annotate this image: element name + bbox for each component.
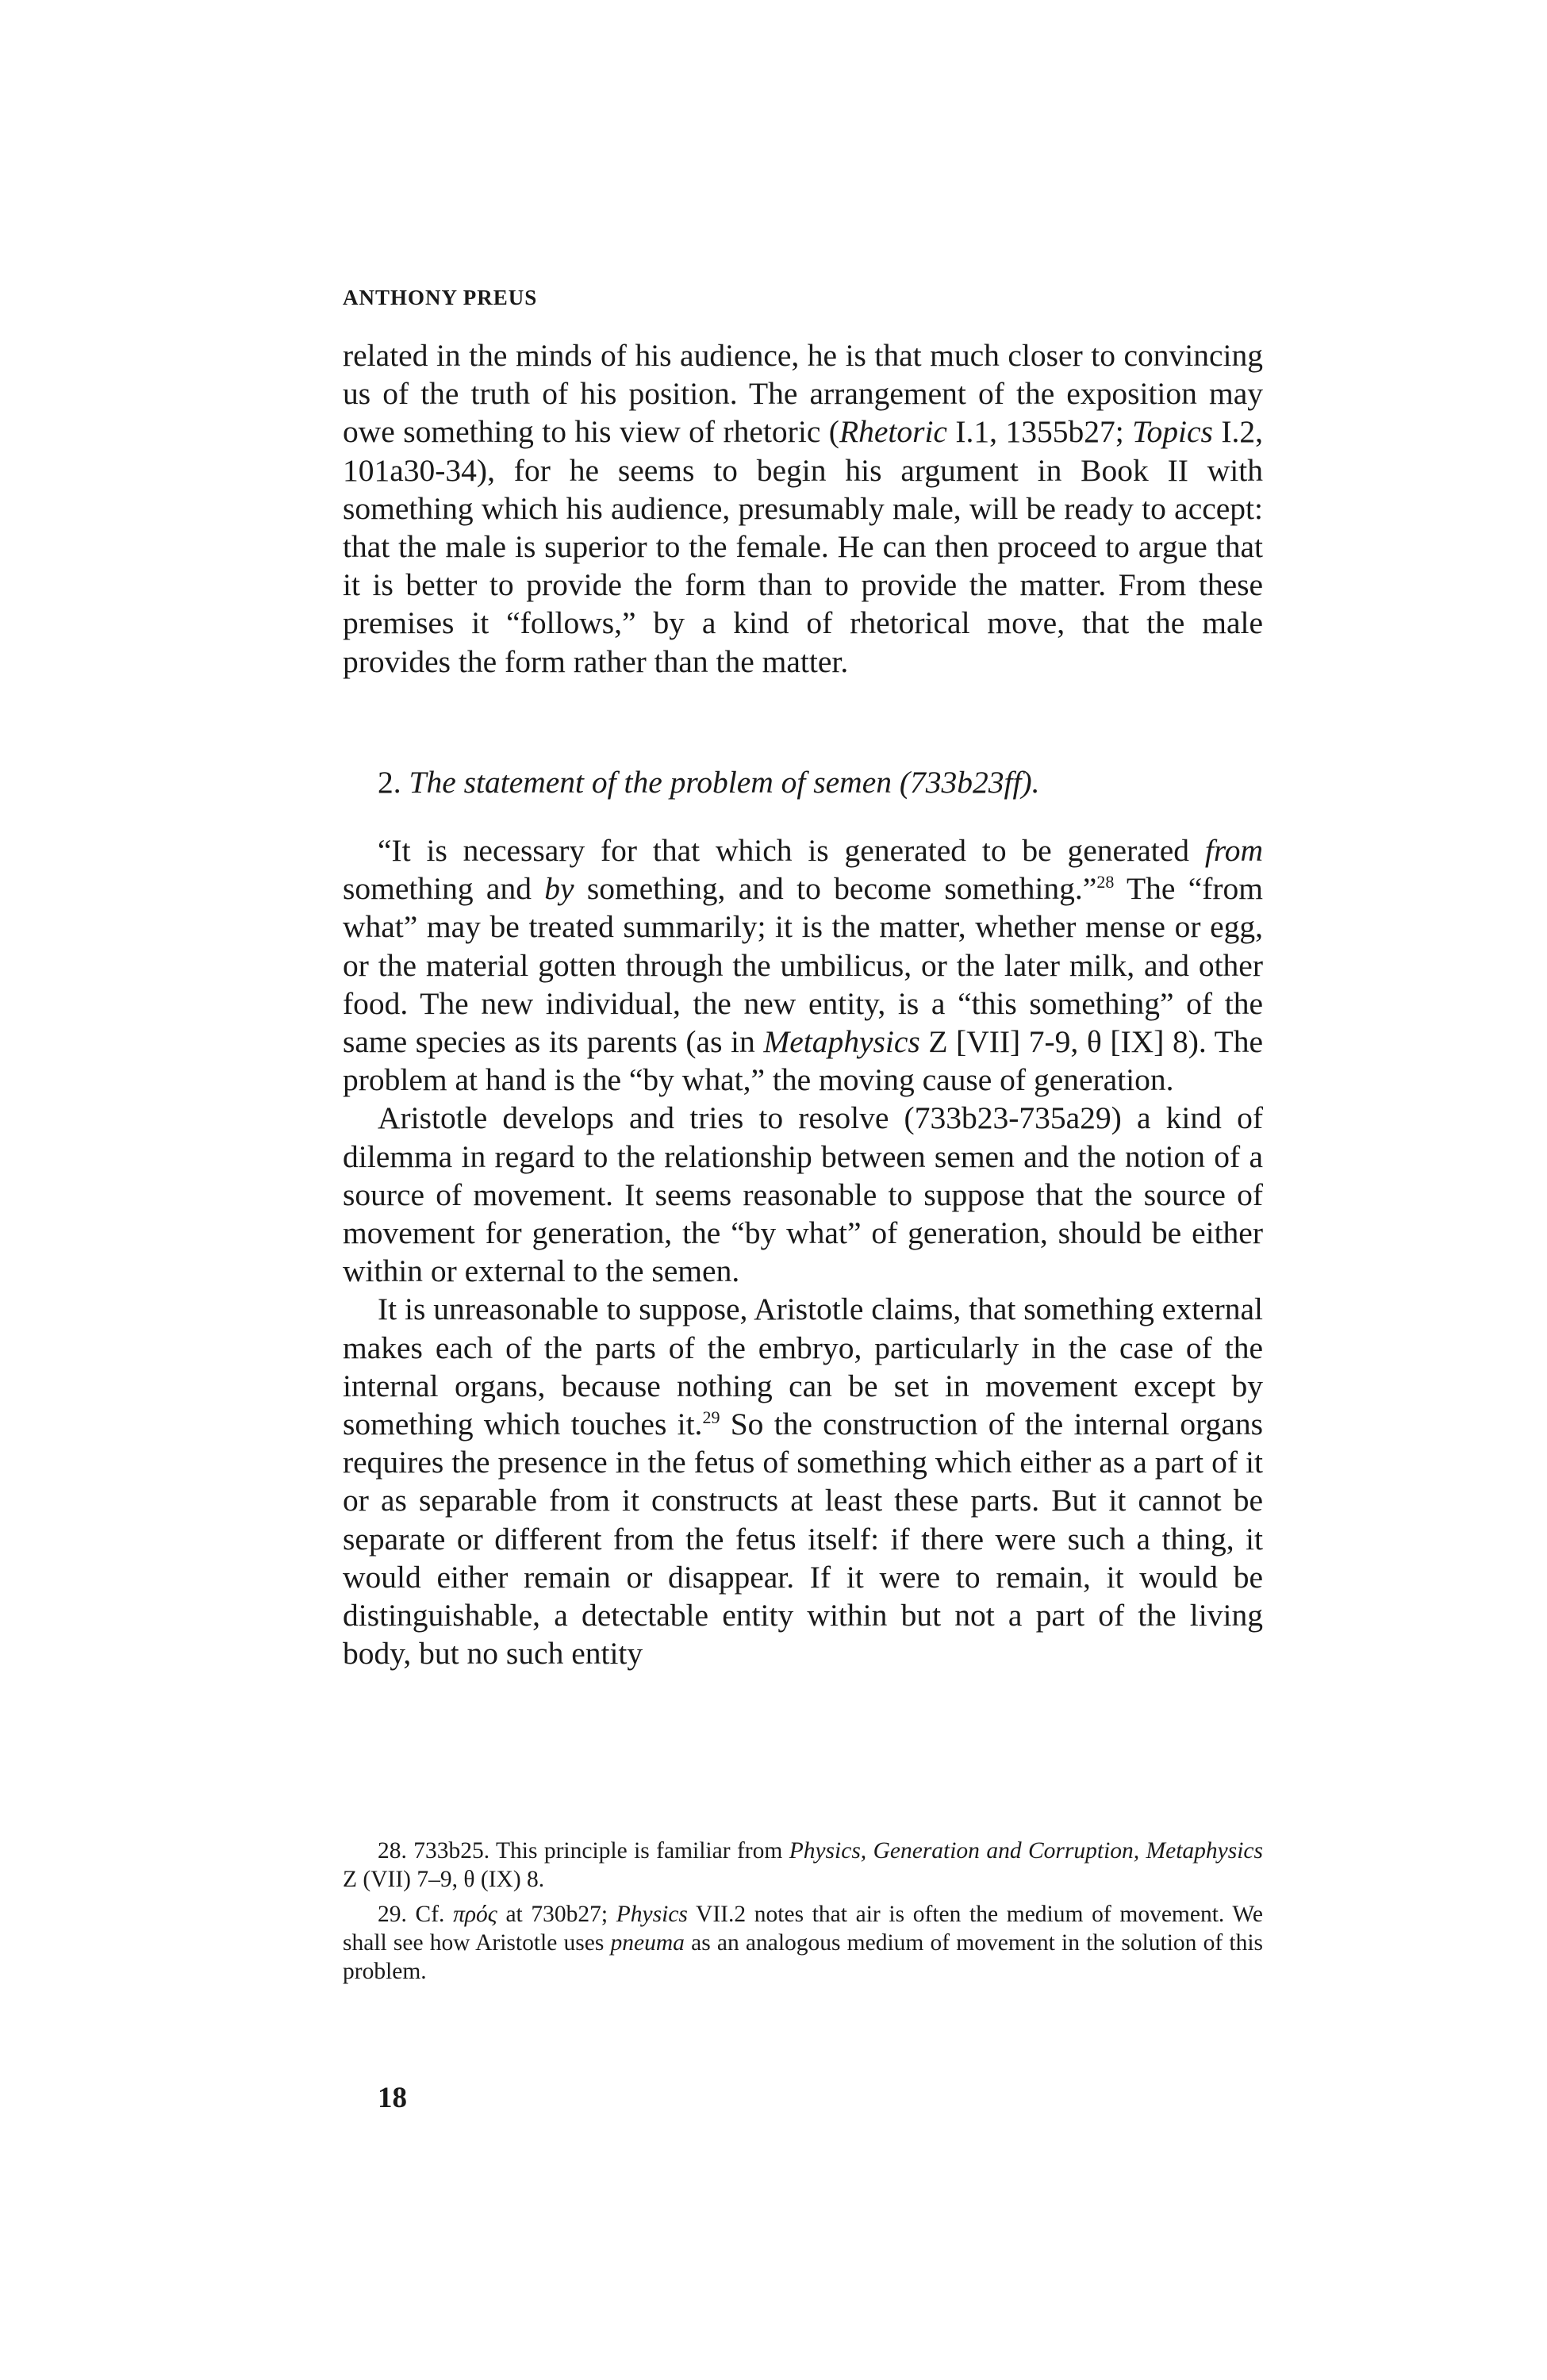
main-body (343, 831, 1263, 1672)
paragraph-2: “It is necessary for that which is generated to be generated from something and by something, and to become something.”$^{28}$ The “from what” may be treated summarily; it is the matter, whether mense or egg, or the material gotten through the umbilicus, or the later milk, and other food. The new individual, the new entity, is a “this something” of the same species as its parents (as in Metaphysics Z [VII] 7-9, θ [IX] 8). The problem at hand is the “by what,” the moving cause of generation. (343, 833, 1264, 1098)
paragraph-1: related in the minds of his audience, he is that much closer to convincing us of the truth of his position. The arrangement of the exposition may owe something to his view of rhetoric (Rhetoric I.1, 1355b27; Topics I.2, 101a30-34), for he seems to begin his argument in Book II with something which his audience, presumably male, will be ready to accept: that the male is superior to the female. He can then proceed to argue that it is better to provide the form than to provide the matter. From these premises it “follows,” by a kind of rhetorical move, that the male provides the form rather than the matter. (343, 338, 1263, 679)
footnotes (343, 1837, 1263, 1992)
running-head: ANTHONY PREUS (343, 286, 538, 309)
footnote-ref-28[interactable]: 28 (1096, 872, 1115, 892)
footnote-29: 29. Cf. πρός at 730b27; Physics VII.2 notes that air is often the medium of movement. We shall see how Aristotle uses pneuma as an analogous medium of movement in the solution of this problem. (343, 1902, 1263, 1984)
footnote-28: 28. 733b25. This principle is familiar from Physics, Generation and Corruption, Metaphysics Z (VII) 7–9, θ (IX) 8. (343, 1838, 1263, 1892)
footnote-ref-29[interactable]: 29 (702, 1407, 720, 1427)
paragraph-4: It is unreasonable to suppose, Aristotle claims, that something external makes each of the parts of the embryo, particularly in the case of the internal organs, because nothing can be set in movement except by something which touches it.$^{29}$ So the construction of the internal organs requires the presence in the fetus of something which either as a part of it or as separable from it constructs at least these parts. But it cannot be separate or different from the fetus itself: if there were such a thing, it would either remain or disappear. If it were to remain, it would be distinguishable, a detectable entity within but not a part of the living body, but no such entity (343, 1292, 1264, 1672)
page-number: 18 (378, 2082, 407, 2114)
section-heading: 2. The statement of the problem of semen (733b23ff). (378, 765, 1040, 800)
paragraph-3: Aristotle develops and tries to resolve (733b23-735a29) a kind of dilemma in regard to the relationship between semen and the notion of a source of movement. It seems reasonable to suppose that the source of movement for generation, the “by what” of generation, should be either within or external to the semen. (343, 1100, 1263, 1289)
book-page (343, 0, 1263, 2380)
